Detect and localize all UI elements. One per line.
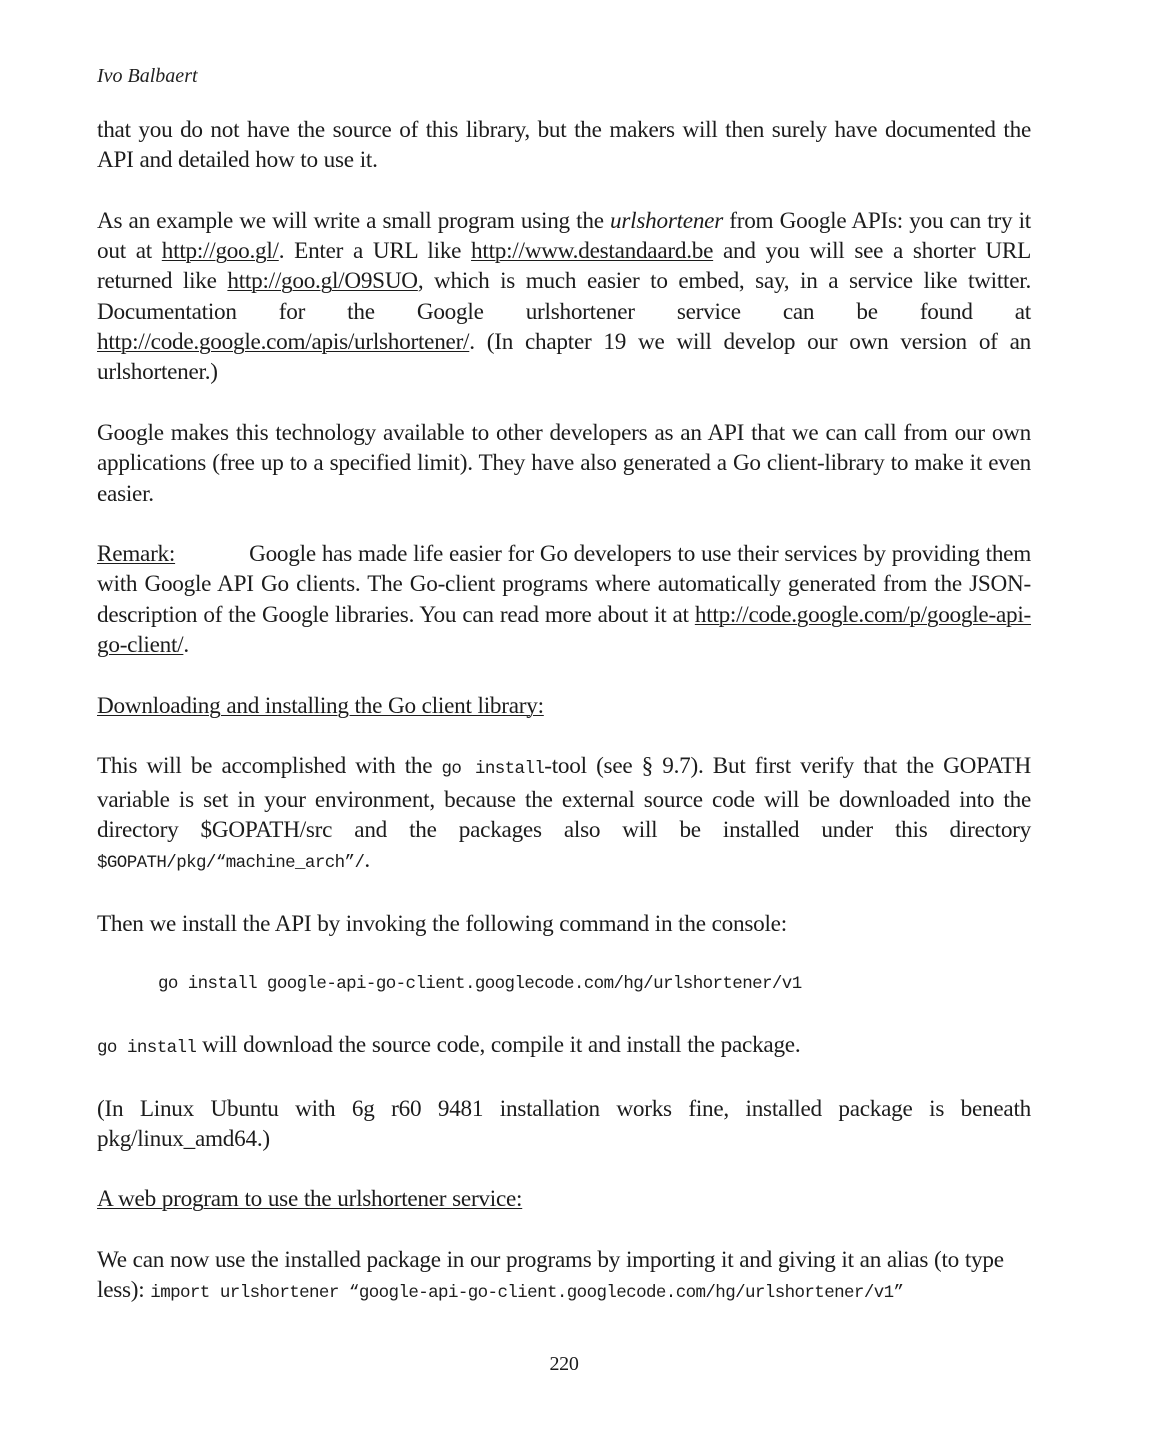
text: , which is much easier to embed, say, in a service like twitter. Documentation for the Google urlshortener service can be found at [97,268,1032,325]
running-head-author: Ivo Balbaert [97,65,198,87]
paragraph-intro: that you do not have the source of this library, but the makers will then surely have documented the API and detailed how to use it. [97,117,1031,174]
code-block-install-command: go install google-api-go-client.googlecode.com/hg/urlshortener/v1 [158,974,802,995]
paragraph-go-install-tool [97,751,1031,878]
text: . Enter a URL like [278,238,472,265]
link-google-api-go-client[interactable]: http://code.google.com/p/google-api-go-client/ [97,601,1031,659]
section-heading-downloading [97,691,1031,721]
text: . [183,632,189,659]
inline-code-import: import urlshortener “google-api-go-client.googlecode.com/hg/urlshortener/v1” [150,1283,904,1304]
text: Google has made life easier for Go developers to use their services by providing them with Google API Go clients. The Go-client programs where automatically generated from the JSON-description of the Google libraries. You can read more about it at [97,541,1031,628]
text: -tool (see § 9.7). But first verify that the GOPATH variable is set in your environment, because the external source code will be downloaded into the directory $GOPATH/src and the packages also will be installed under this directory [97,753,1031,843]
text: . (In chapter 19 we will develop our own version of an urlshortener.) [97,329,1031,386]
heading-text: A web program to use the urlshortener service: [97,1186,523,1213]
text: As an example we will write a small program using the [97,207,611,234]
heading-text: Downloading and installing the Go client library: [97,692,544,719]
emphasis-urlshortener: urlshortener [610,207,723,234]
remark-label: Remark: [97,541,176,568]
body-text [97,115,1031,1339]
paragraph-go-install-description [97,1030,1031,1063]
inline-code-go-install: go install [97,1037,197,1058]
link-goo-gl-short[interactable]: http://goo.gl/O9SUO [227,268,418,295]
text: This will be accomplished with the [97,753,442,780]
paragraph-example [97,206,1031,388]
section-heading-web-program [97,1184,1031,1214]
link-destandaard[interactable]: http://www.destandaard.be [471,238,714,265]
inline-code-go-install: go install [441,759,545,780]
page-number: 220 [549,1353,579,1375]
paragraph-google-api: Google makes this technology available to other developers as an API that we can call from our own applications (free up to a specified limit). They have also generated a Go client-library to make it even easier. [97,419,1031,507]
text: and you will see a shorter URL returned like [97,238,1031,295]
link-goo-gl[interactable]: http://goo.gl/ [161,238,279,265]
link-urlshortener-docs[interactable]: http://code.google.com/apis/urlshortener/ [97,329,470,356]
text: . [364,847,370,874]
text: We can now use the installed package in our programs by importing it and giving it an alias (to type less): [97,1246,1004,1304]
paragraph-linux-note: (In Linux Ubuntu with 6g r60 9481 installation works fine, installed package is beneath pkg/linux_amd64.) [97,1095,1031,1152]
paragraph-remark [97,539,1031,660]
text: from Google APIs: you can try it out at [97,207,1031,265]
paragraph-import [97,1245,1031,1309]
paragraph-install-command-intro: Then we install the API by invoking the following command in the console: [97,910,787,937]
inline-code-gopath-pkg: $GOPATH/pkg/“machine_arch”/ [97,853,365,874]
text: will download the source code, compile it and install the package. [196,1031,801,1058]
